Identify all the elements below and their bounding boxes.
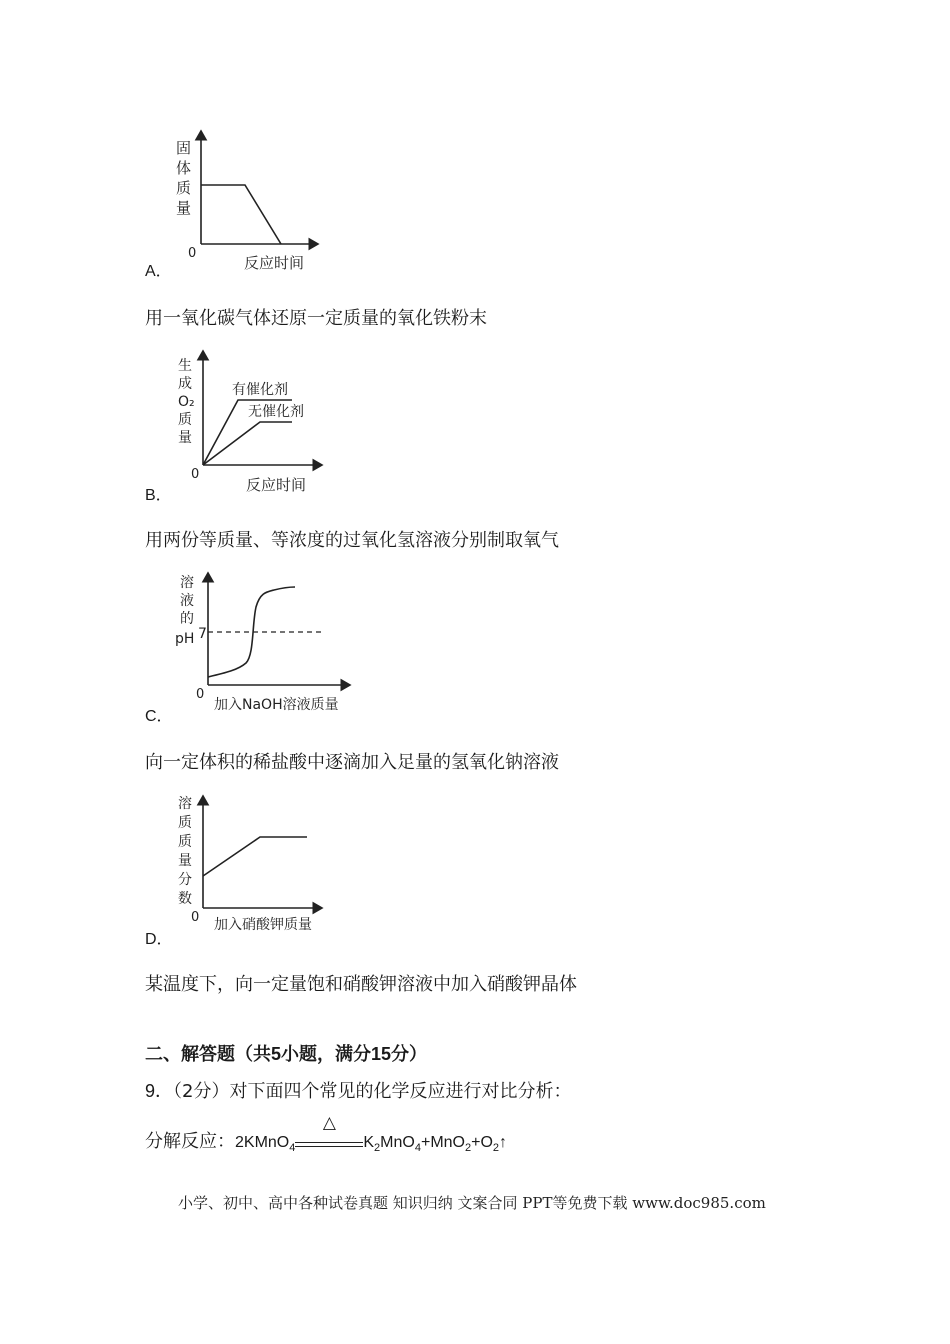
y-label-5: 量: [178, 430, 192, 446]
product-3: +O: [471, 1134, 493, 1151]
y-label-1: 溶: [178, 796, 192, 812]
option-b-letter: B．: [145, 487, 172, 504]
y-label-1: 溶: [180, 575, 194, 591]
y-label-4: 量: [178, 853, 192, 869]
product-3-sub: 2: [492, 1142, 500, 1155]
y-label-4: pH: [175, 631, 195, 647]
x-label: 反应时间: [244, 254, 305, 272]
product-1a-sub: 2: [374, 1142, 381, 1155]
curve: [203, 837, 307, 876]
section-heading-start: 二、解答题（共: [145, 1044, 271, 1065]
option-c-desc: 向一定体积的稀盐酸中逐滴加入足量的氢氧化钠溶液: [145, 752, 559, 773]
y-label-2: 质: [178, 815, 192, 831]
option-c-letter: C．: [145, 708, 173, 725]
reactant-formula: 2KMnO: [235, 1134, 290, 1151]
origin-label: 0: [191, 467, 200, 482]
y-label-4: 量: [176, 199, 192, 217]
option-d-desc: 某温度下，向一定量饱和硝酸钾溶液中加入硝酸钾晶体: [145, 974, 577, 995]
y-label-2: 体: [176, 159, 192, 177]
graph-a: [170, 125, 330, 275]
origin-label: 0: [188, 246, 197, 261]
y-label-5: 分: [178, 872, 192, 888]
y-label-6: 数: [178, 891, 192, 907]
gas-arrow: ↑: [499, 1134, 508, 1151]
question-9: [145, 1077, 571, 1103]
origin-label: 0: [191, 910, 200, 925]
y-label-3: O₂: [178, 394, 195, 410]
y-label-3: 质: [176, 179, 192, 197]
x-label: 加入硝酸钾质量: [214, 917, 312, 933]
reaction-label: 分解反应：: [145, 1131, 235, 1152]
section-count: 5: [271, 1044, 282, 1064]
question-score: （2分）: [173, 1081, 230, 1102]
y-label-2: 液: [180, 593, 194, 609]
page-footer[interactable]: 小学、初中、高中各种试卷真题 知识归纳 文案合同 PPT等免费下载 www.doc985.com: [178, 1194, 766, 1212]
section-heading: [145, 1040, 427, 1066]
question-number: 9．: [145, 1081, 174, 1101]
products: [363, 1134, 508, 1155]
y-label-1: 生: [178, 358, 192, 374]
origin-label: 0: [196, 687, 205, 702]
y-label-3: 质: [178, 834, 192, 850]
section-score: 15: [371, 1044, 392, 1064]
heat-symbol: △: [322, 1113, 336, 1133]
y-tick-7: 7: [198, 626, 207, 642]
option-a-letter: A．: [145, 263, 172, 280]
product-2-sub: 2: [464, 1142, 472, 1155]
option-b-desc: 用两份等质量、等浓度的过氧化氢溶液分别制取氧气: [145, 530, 559, 551]
graph-c: [170, 565, 360, 715]
curve-no-catalyst-label: 无催化剂: [248, 404, 304, 420]
curve-catalyst-label: 有催化剂: [232, 382, 288, 398]
section-heading-end: 分）: [391, 1044, 428, 1065]
curve: [201, 185, 281, 244]
reactant-subscript: 4: [289, 1142, 296, 1155]
product-1b: MnO: [380, 1134, 415, 1151]
equals-sign: [295, 1113, 363, 1151]
product-1b-sub: 4: [414, 1142, 421, 1155]
curve-no-catalyst: [203, 422, 292, 465]
x-label: 加入NaOH溶液质量: [214, 697, 339, 713]
section-heading-mid: 小题，满分: [281, 1044, 372, 1065]
question-text: 对下面四个常见的化学反应进行对比分析：: [229, 1081, 572, 1102]
reaction-equation: [145, 1113, 508, 1155]
option-d-letter: D．: [145, 931, 173, 948]
reactant: [235, 1134, 296, 1155]
option-a-desc: 用一氧化碳气体还原一定质量的氧化铁粉末: [145, 308, 487, 329]
product-1a: K: [363, 1134, 375, 1151]
graph-d: [170, 790, 340, 940]
graph-b: [170, 345, 340, 495]
x-label: 反应时间: [246, 476, 307, 494]
product-2: +MnO: [420, 1134, 465, 1151]
y-label-1: 固: [176, 139, 192, 157]
y-label-4: 质: [178, 412, 192, 428]
y-label-3: 的: [180, 611, 194, 627]
y-label-2: 成: [178, 376, 192, 392]
